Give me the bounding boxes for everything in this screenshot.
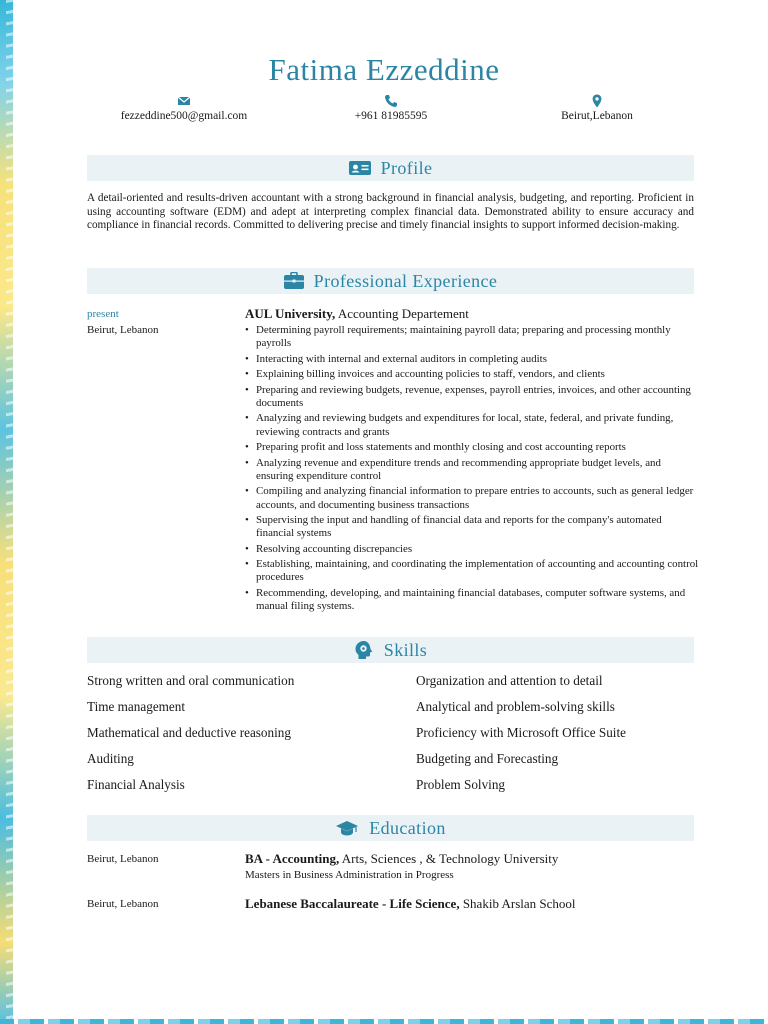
experience-section-header <box>87 268 694 294</box>
duty-item: • Preparing profit and loss statements and monthly closing and cost accounting reports <box>245 441 700 454</box>
candidate-name: Fatima Ezzeddine <box>268 52 500 87</box>
skill-item: Mathematical and deductive reasoning <box>87 725 291 740</box>
duty-item: • Analyzing and reviewing budgets and expenditures for local, state, federal, and private funding, reviewing contracts and grants <box>245 412 700 438</box>
skills-section-header <box>87 637 694 663</box>
skill-item: Organization and attention to detail <box>416 673 603 688</box>
skill-item: Financial Analysis <box>87 777 185 792</box>
duty-item: • Resolving accounting discrepancies <box>245 543 700 556</box>
duty-item: • Supervising the input and handling of financial data and reports for the company's automated financial systems <box>245 514 700 540</box>
briefcase-icon <box>284 272 304 290</box>
contact-email <box>104 94 264 122</box>
map-pin-icon <box>590 94 604 108</box>
skill-item: Auditing <box>87 751 134 766</box>
profile-text: A detail-oriented and results-driven accountant with a strong background in financial analysis, budgeting, and reporting. Proficient in using accounting software (EDM) and adept at interpreting complex financial data. Demonstrated ability to ensure accuracy and compliance in financial records. Committed to delivering precise and timely financial insights to support informed decision-making. <box>87 192 694 232</box>
head-icon <box>354 640 374 660</box>
profile-heading: Profile <box>380 157 433 178</box>
duty-item: • Explaining billing invoices and accounting policies to staff, vendors, and clients <box>245 368 700 381</box>
experience-location: Beirut, Lebanon <box>87 324 159 336</box>
education-section-header <box>87 815 694 841</box>
location-text: Beirut,Lebanon <box>561 110 633 122</box>
phone-icon <box>384 94 398 108</box>
id-card-icon <box>349 160 371 176</box>
duty-item: • Establishing, maintaining, and coordinating the implementation of accounting and accounting control procedures <box>245 558 700 584</box>
education-note: Masters in Business Administration in Progress <box>245 869 454 881</box>
graduation-cap-icon <box>335 819 359 837</box>
education-location: Beirut, Lebanon <box>87 898 159 910</box>
duty-item: • Interacting with internal and external auditors in completing audits <box>245 353 700 366</box>
education-heading: Education <box>369 817 446 838</box>
education-school: Arts, Sciences , & Technology University <box>339 851 559 866</box>
duty-item: • Analyzing revenue and expenditure trends and recommending appropriate budget levels, and ensuring expenditure control <box>245 457 700 483</box>
contact-location <box>517 94 677 122</box>
experience-date: present <box>87 308 119 320</box>
contact-phone <box>311 94 471 122</box>
education-degree: Lebanese Baccalaureate - Life Science, <box>245 896 460 911</box>
duty-item: • Compiling and analyzing financial information to prepare entries to accounts, such as general ledger accounts, and documenting business transactions <box>245 485 700 511</box>
education-degree: BA - Accounting, <box>245 851 340 866</box>
education-entry <box>245 851 558 867</box>
decorative-bottom-border <box>0 1019 768 1024</box>
duty-item: • Determining payroll requirements; maintaining payroll data; preparing and processing monthly payrolls <box>245 324 700 350</box>
skill-item: Time management <box>87 699 186 714</box>
experience-title <box>245 306 469 322</box>
skill-item: Problem Solving <box>416 777 506 792</box>
experience-org: AUL University, <box>245 306 336 321</box>
duty-item: • Preparing and reviewing budgets, revenue, expenses, payroll entries, invoices, and other accounting documents <box>245 384 700 410</box>
experience-role: Accounting Departement <box>335 306 469 321</box>
skill-item: Proficiency with Microsoft Office Suite <box>416 725 626 740</box>
skill-item: Analytical and problem-solving skills <box>416 699 615 714</box>
envelope-icon <box>177 94 191 108</box>
phone-text: +961 81985595 <box>354 110 428 122</box>
education-entry <box>245 896 576 912</box>
profile-section-header <box>87 155 694 181</box>
experience-duties-list <box>245 324 700 616</box>
duty-item: • Recommending, developing, and maintaining financial databases, computer software systems, and manual filing systems. <box>245 587 700 613</box>
decorative-left-border <box>0 0 13 1024</box>
education-school: Shakib Arslan School <box>459 896 576 911</box>
experience-heading: Professional Experience <box>313 270 498 291</box>
education-location: Beirut, Lebanon <box>87 853 159 865</box>
skills-heading: Skills <box>383 639 428 660</box>
email-text: fezzeddine500@gmail.com <box>120 110 248 122</box>
skill-item: Budgeting and Forecasting <box>416 751 559 766</box>
skill-item: Strong written and oral communication <box>87 673 295 688</box>
